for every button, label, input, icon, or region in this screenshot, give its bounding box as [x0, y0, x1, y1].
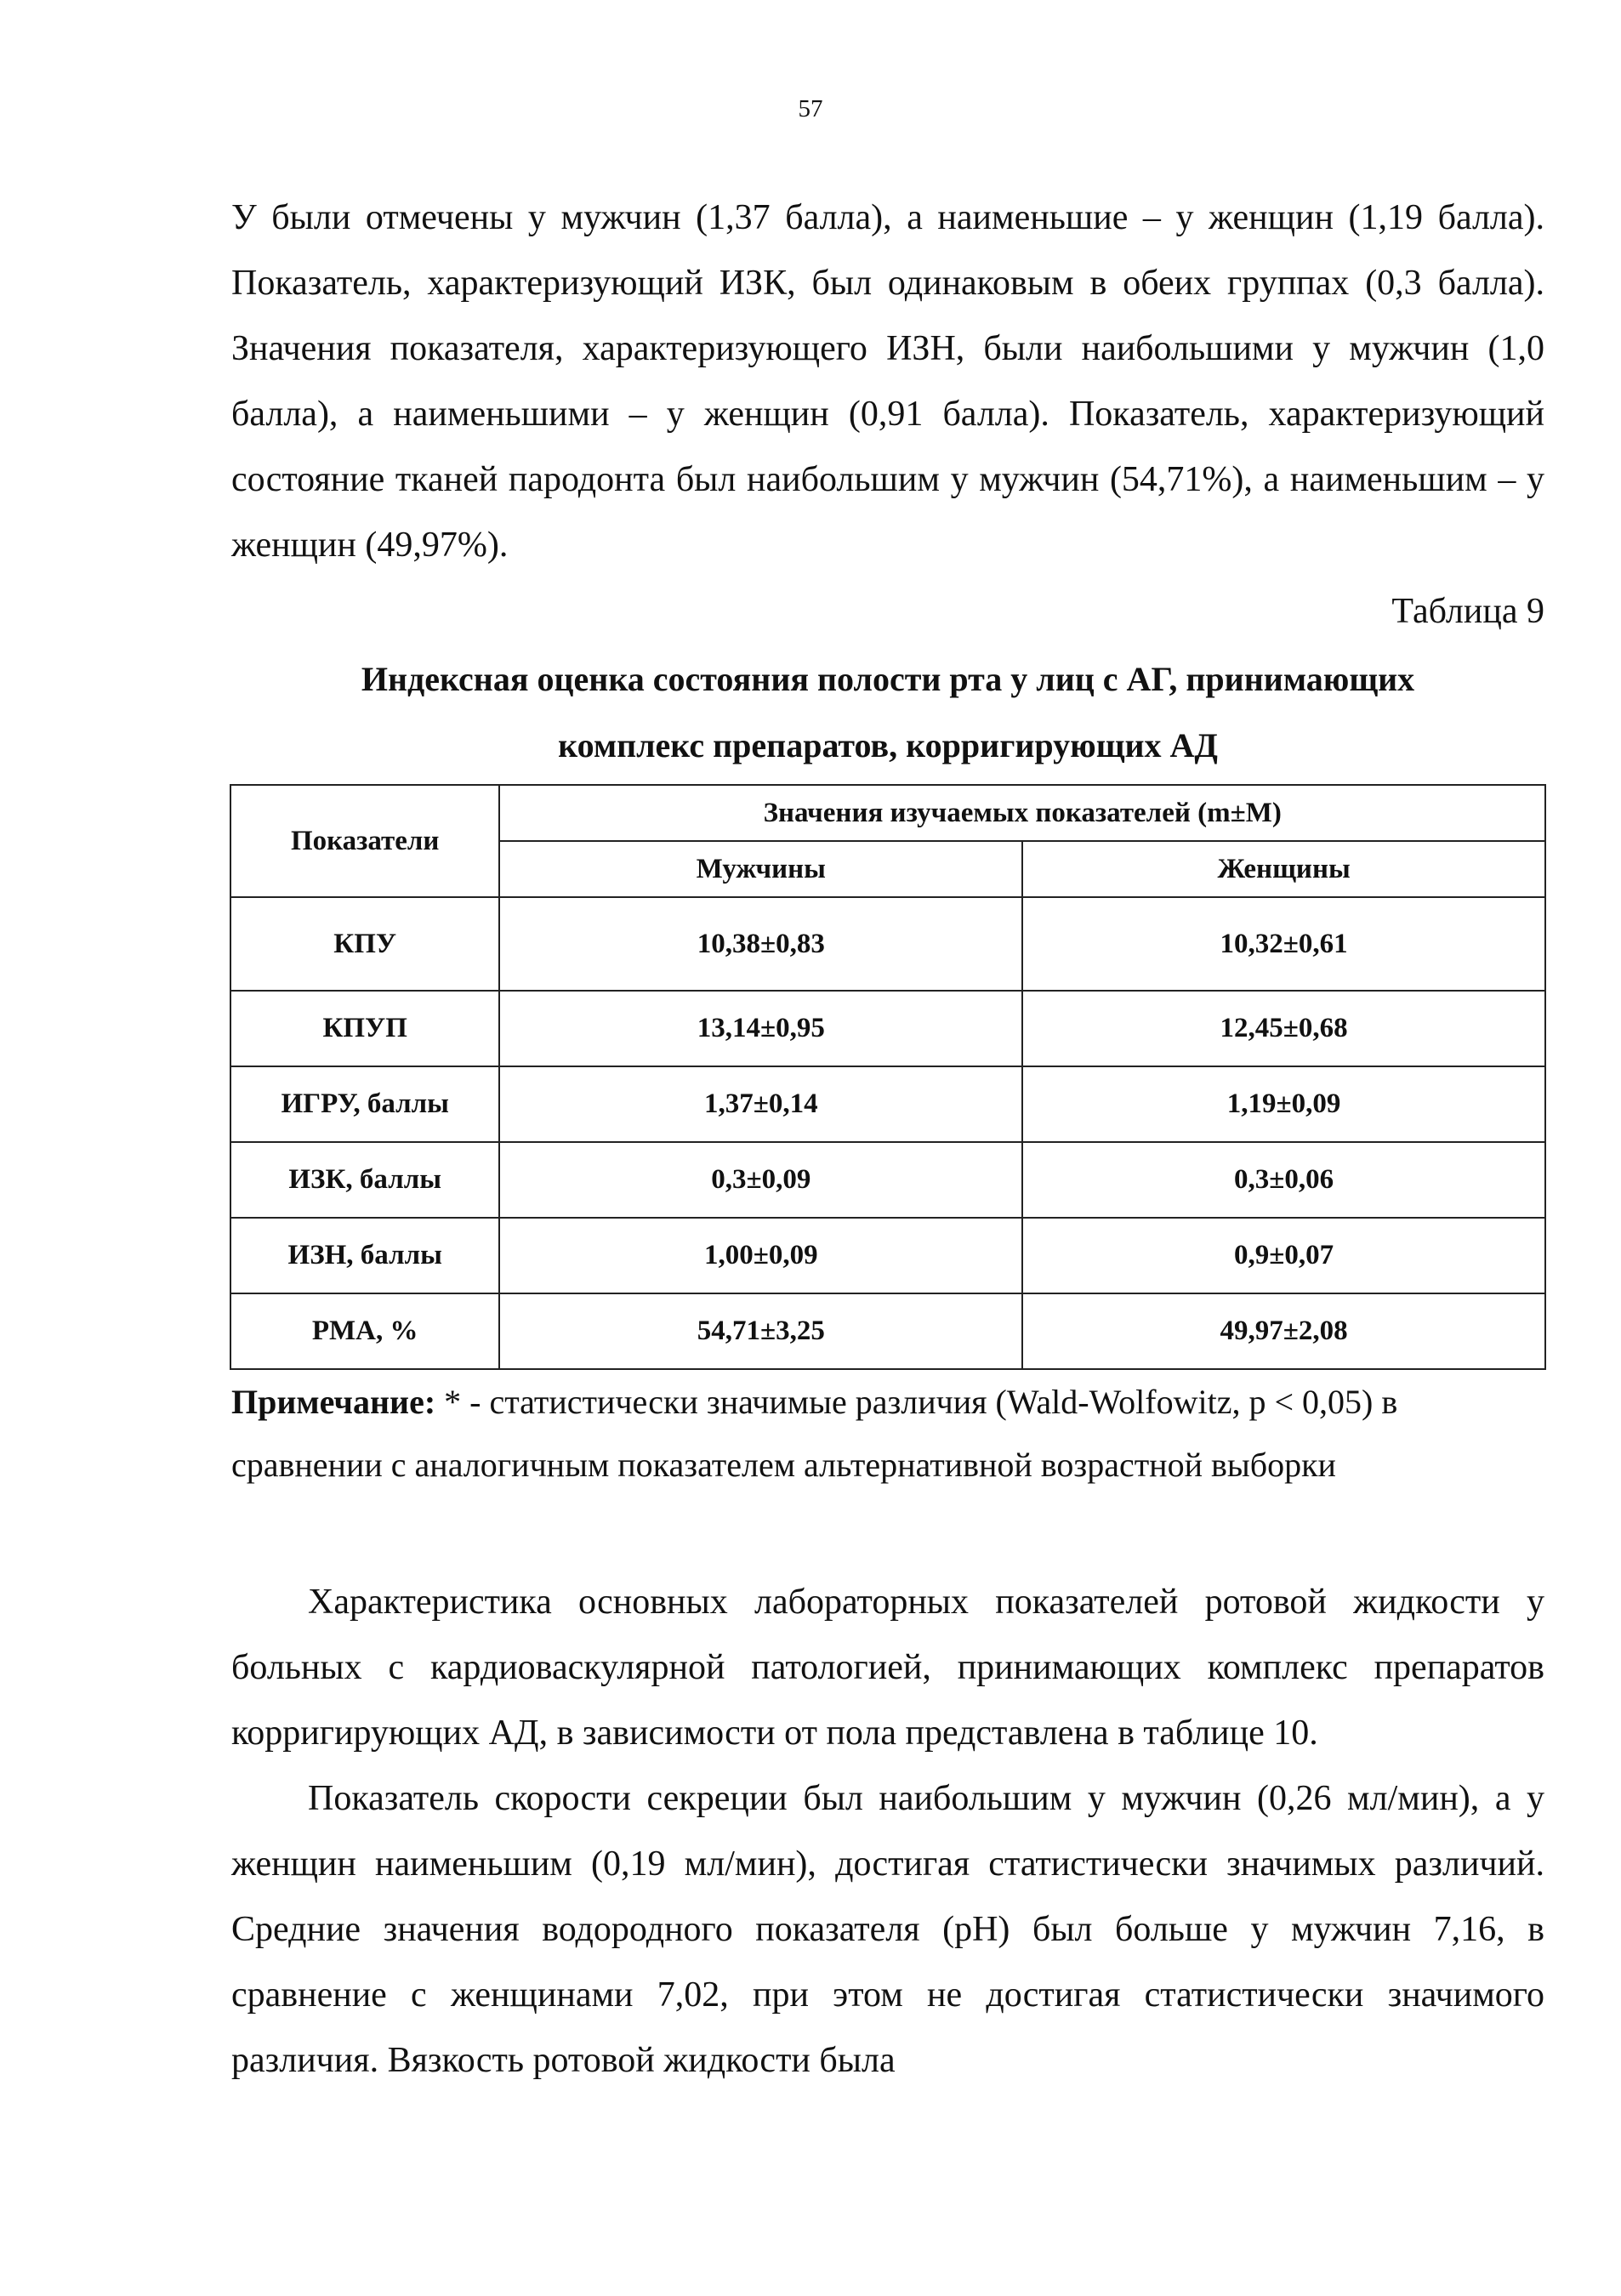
note-text: * - статистически значимые различия (Wald-Wolfowitz, p < 0,05) в сравнении с аналогичным показателем альтернативной возрастной выборки [231, 1383, 1398, 1484]
row-men-value: 10,38±0,83 [499, 897, 1022, 991]
row-indicator: КПУ [230, 897, 499, 991]
table-note [231, 1371, 1544, 1497]
row-indicator: PMA, % [230, 1293, 499, 1369]
table-label: Таблица 9 [1391, 592, 1544, 631]
row-men-value: 0,3±0,09 [499, 1142, 1022, 1218]
row-men-value: 13,14±0,95 [499, 991, 1022, 1066]
header-indicators: Показатели [230, 785, 499, 897]
row-women-value: 1,19±0,09 [1022, 1066, 1545, 1142]
table-row [230, 897, 1545, 991]
row-indicator: ИЗН, баллы [230, 1218, 499, 1293]
row-men-value: 1,00±0,09 [499, 1218, 1022, 1293]
table-title [231, 646, 1544, 779]
header-values-group: Значения изучаемых показателей (m±M) [499, 785, 1545, 841]
row-men-value: 1,37±0,14 [499, 1066, 1022, 1142]
row-men-value: 54,71±3,25 [499, 1293, 1022, 1369]
row-women-value: 0,3±0,06 [1022, 1142, 1545, 1218]
row-indicator: ИЗК, баллы [230, 1142, 499, 1218]
row-women-value: 10,32±0,61 [1022, 897, 1545, 991]
header-men: Мужчины [499, 841, 1022, 897]
row-indicator: ИГРУ, баллы [230, 1066, 499, 1142]
table-row [230, 1142, 1545, 1218]
table-row [230, 1066, 1545, 1142]
table-header-row [230, 785, 1545, 841]
table-row [230, 1293, 1545, 1369]
header-women: Женщины [1022, 841, 1545, 897]
paragraph-intro-text: У были отмечены у мужчин (1,37 балла), а наименьшие – у женщин (1,19 балла). Показатель, характеризующий ИЗК, был одинаковым в обеих группах (0,3 балла). Значения показателя, характеризующего ИЗН, были наибольшими у мужчин (1,0 балла), а наименьшими – у женщин (0,91 балла). Показатель, характеризующий состояние тканей пародонта был наибольшим у мужчин (54,71%), а наименьшим – у женщин (49,97%). [231, 198, 1544, 565]
note-label: Примечание: [231, 1383, 436, 1421]
paragraph-intro [231, 185, 1544, 578]
row-indicator: КПУП [230, 991, 499, 1066]
table-title-line-1: Индексная оценка состояния полости рта у лиц с АГ, принимающих [361, 660, 1415, 698]
indices-table [230, 784, 1546, 1370]
table-row [230, 1218, 1545, 1293]
page-number: 57 [798, 95, 823, 122]
row-women-value: 0,9±0,07 [1022, 1218, 1545, 1293]
row-women-value: 12,45±0,68 [1022, 991, 1545, 1066]
paragraph-secretion: Показатель скорости секреции был наибольшим у мужчин (0,26 мл/мин), а у женщин наименьшим (0,19 мл/мин), достигая статистически значимых различий. Средние значения водородного показателя (pH) был больше у мужчин 7,16, в сравнение с женщинами 7,02, при этом не достигая статистически значимого различия. Вязкость ротовой жидкости была [231, 1779, 1544, 2080]
paragraph-table10-intro: Характеристика основных лабораторных показателей ротовой жидкости у больных с кардиоваскулярной патологией, принимающих комплекс препаратов корригирующих АД, в зависимости от пола представлена в таблице 10. [231, 1583, 1544, 1753]
paragraphs-continued [231, 1570, 1544, 2094]
row-women-value: 49,97±2,08 [1022, 1293, 1545, 1369]
table-row [230, 991, 1545, 1066]
table-title-line-2: комплекс препаратов, корригирующих АД [558, 726, 1218, 764]
